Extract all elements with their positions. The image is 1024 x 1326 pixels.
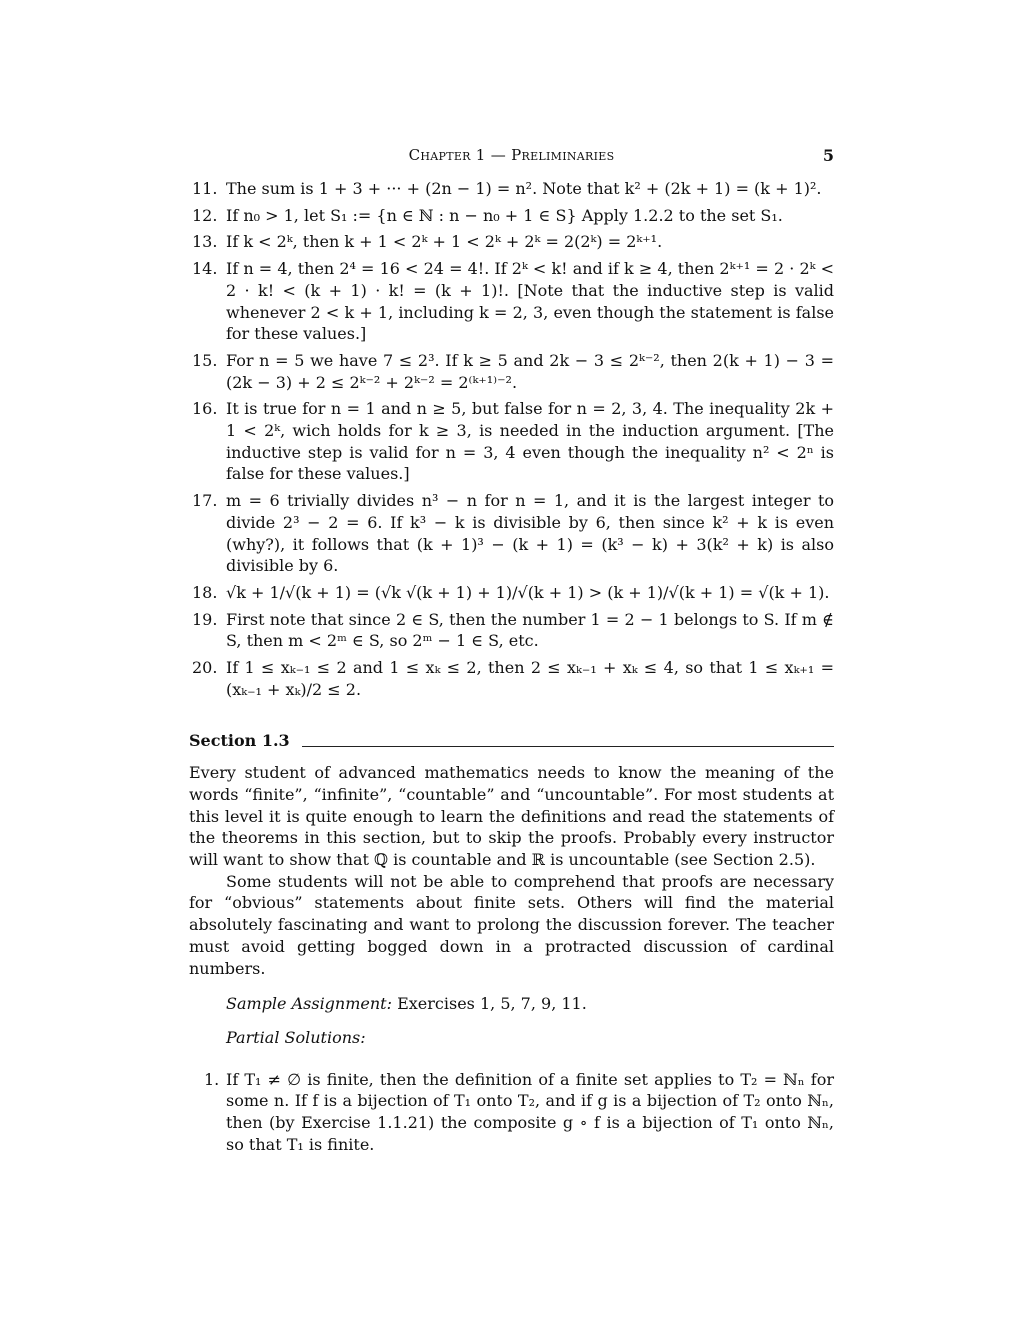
running-header (189, 140, 834, 172)
list-item (189, 258, 834, 345)
item-number: 15. (192, 350, 218, 370)
item-text: If T₁ ≠ ∅ is finite, then the definition of a finite set applies to T₂ = ℕₙ for some n. If f is a bijection of T₁ onto T₂, and if g is a bijection of T₂ onto ℕₙ, then (by Exercise 1.1.21) the composite g ∘ f is a bijection of T₁ onto ℕₙ, so that T₁ is finite. (226, 1069, 834, 1154)
partial-solutions-list (189, 1069, 834, 1156)
item-text: If n = 4, then 2⁴ = 16 < 24 = 4!. If 2ᵏ < k! and if k ≥ 4, then 2ᵏ⁺¹ = 2 · 2ᵏ < 2 · k! < (k + 1) · k! = (k + 1)!. [Note that the inductive step is valid whenever 2 < k + 1, including k = 2, 3, even though the statement is false for these values.] (226, 259, 834, 344)
item-number: 19. (192, 609, 218, 629)
list-item (189, 231, 834, 253)
exercise-list (189, 178, 834, 700)
partial-solutions-label (226, 1027, 834, 1049)
partial-label: Partial Solutions: (226, 1027, 366, 1047)
list-item (189, 582, 834, 604)
item-number: 20. (192, 658, 218, 678)
item-text: If n₀ > 1, let S₁ := {n ∈ ℕ : n − n₀ + 1 ∈ S} Apply 1.2.2 to the set S₁. (226, 205, 783, 225)
list-item (189, 1069, 834, 1156)
chapter-title: Chapter 1 — Preliminaries (408, 146, 615, 164)
list-item (189, 657, 834, 700)
assignment-text: Exercises 1, 5, 7, 9, 11. (392, 994, 587, 1014)
item-number: 14. (192, 259, 218, 279)
list-item (189, 178, 834, 200)
section-heading (189, 730, 834, 752)
item-number: 1. (204, 1069, 220, 1089)
page-number: 5 (822, 146, 834, 165)
item-number: 11. (192, 179, 218, 198)
item-text: First note that since 2 ∈ S, then the number 1 = 2 − 1 belongs to S. If m ∉ S, then m < 2ᵐ ∈ S, so 2ᵐ − 1 ∈ S, etc. (226, 609, 834, 651)
section-title: Section 1.3 (189, 731, 290, 751)
item-text: If 1 ≤ xₖ₋₁ ≤ 2 and 1 ≤ xₖ ≤ 2, then 2 ≤ xₖ₋₁ + xₖ ≤ 4, so that 1 ≤ xₖ₊₁ = (xₖ₋₁ + xₖ)/2 ≤ 2. (226, 658, 834, 699)
list-item (189, 205, 834, 227)
sample-assignment (226, 993, 834, 1015)
item-number: 16. (192, 399, 218, 419)
item-text: It is true for n = 1 and n ≥ 5, but false for n = 2, 3, 4. The inequality 2k + 1 < 2ᵏ, wich holds for k ≥ 3, is needed in the induction argument. [The inductive step is valid for n = 3, 4 even though the inequality n² < 2ⁿ is false for these values.] (226, 399, 834, 484)
section-paragraph: Some students will not be able to comprehend that proofs are necessary for “obvious” statements about finite sets. Others will find the material absolutely fascinating and want to prolong the discussion forever. The teacher must avoid getting bogged down in a protracted discussion of cardinal numbers. (189, 871, 834, 978)
list-item (189, 398, 834, 485)
list-item (189, 350, 834, 393)
item-number: 17. (192, 491, 218, 511)
page (189, 140, 834, 1155)
list-item (189, 490, 834, 577)
item-text: The sum is 1 + 3 + ··· + (2n − 1) = n². Note that k² + (2k + 1) = (k + 1)². (226, 179, 822, 198)
item-number: 18. (192, 582, 218, 602)
item-text: m = 6 trivially divides n³ − n for n = 1, and it is the largest integer to divide 2³ − 2 = 6. If k³ − k is divisible by 6, then since k² + k is even (why?), it follows that (k + 1)³ − (k + 1) = (k³ − k) + 3(k² + k) is also divisible by 6. (226, 491, 834, 576)
item-text: √k + 1/√(k + 1) = (√k √(k + 1) + 1)/√(k + 1) > (k + 1)/√(k + 1) = √(k + 1). (226, 582, 830, 602)
item-text: If k < 2ᵏ, then k + 1 < 2ᵏ + 1 < 2ᵏ + 2ᵏ = 2(2ᵏ) = 2ᵏ⁺¹. (226, 232, 663, 252)
list-item (189, 609, 834, 652)
assignment-label: Sample Assignment: (226, 994, 392, 1014)
section-rule (302, 746, 834, 747)
item-number: 12. (192, 205, 218, 225)
section-paragraph: Every student of advanced mathematics needs to know the meaning of the words “finite”, “infinite”, “countable” and “uncountable”. For most students at this level it is quite enough to learn the definitions and read the statements of the theorems in this section, but to skip the proofs. Probably every instructor will want to show that ℚ is countable and ℝ is uncountable (see Section 2.5). (189, 763, 834, 869)
item-text: For n = 5 we have 7 ≤ 2³. If k ≥ 5 and 2k − 3 ≤ 2ᵏ⁻², then 2(k + 1) − 3 = (2k − 3) + 2 ≤ 2ᵏ⁻² + 2ᵏ⁻² = 2⁽ᵏ⁺¹⁾⁻². (226, 350, 834, 392)
item-number: 13. (192, 232, 218, 252)
